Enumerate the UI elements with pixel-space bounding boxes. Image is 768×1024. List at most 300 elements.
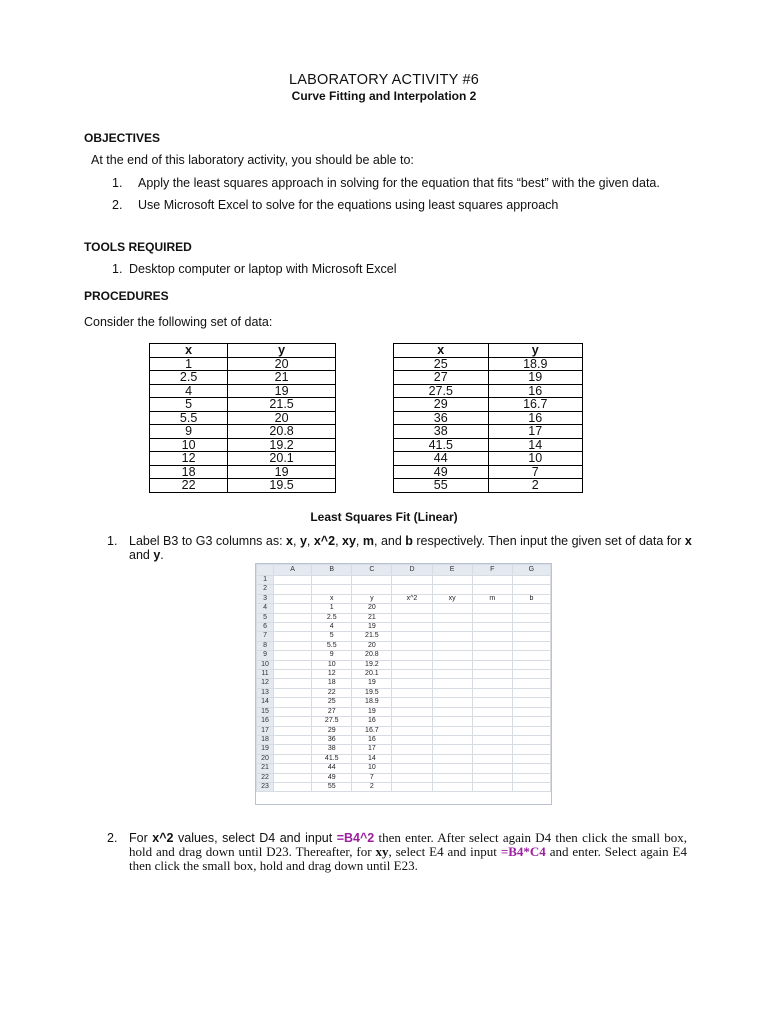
spreadsheet-cell: b bbox=[512, 594, 550, 603]
spreadsheet-cell: 29 bbox=[312, 726, 352, 735]
spreadsheet-cell: 1 bbox=[312, 604, 352, 613]
spreadsheet-cell bbox=[274, 754, 312, 763]
label-m: m bbox=[362, 534, 374, 548]
spreadsheet-cell bbox=[512, 670, 550, 679]
spreadsheet-screenshot bbox=[255, 563, 552, 805]
spreadsheet-cell: 19 bbox=[352, 623, 392, 632]
spreadsheet-cell bbox=[274, 735, 312, 744]
spreadsheet-cell: 22 bbox=[312, 688, 352, 697]
spreadsheet-cell: 16 bbox=[352, 735, 392, 744]
step-text: and enter. Select again E4 then click the small box, hold and drag down until E23. bbox=[129, 844, 688, 873]
spreadsheet-cell bbox=[392, 632, 432, 641]
spreadsheet-row bbox=[257, 754, 551, 763]
row-header: 9 bbox=[257, 651, 274, 660]
spreadsheet-cell bbox=[432, 707, 472, 716]
cell-y: 10 bbox=[488, 452, 583, 466]
step-number: 2. bbox=[107, 831, 118, 845]
spreadsheet-cell bbox=[512, 679, 550, 688]
cell-y: 7 bbox=[488, 465, 583, 479]
spreadsheet-cell: 27.5 bbox=[312, 717, 352, 726]
table-row bbox=[150, 465, 336, 479]
spreadsheet-cell: 14 bbox=[352, 754, 392, 763]
objectives-intro: At the end of this laboratory activity, you should be able to: bbox=[91, 153, 414, 167]
column-header: G bbox=[512, 565, 550, 576]
table-row bbox=[394, 398, 583, 412]
spreadsheet-cell bbox=[274, 782, 312, 791]
data-table-left bbox=[149, 343, 336, 493]
column-header-row bbox=[257, 565, 551, 576]
spreadsheet-cell bbox=[512, 754, 550, 763]
spreadsheet-row bbox=[257, 698, 551, 707]
table-row bbox=[394, 411, 583, 425]
spreadsheet-cell: 49 bbox=[312, 773, 352, 782]
cell-y: 19.2 bbox=[228, 438, 336, 452]
spreadsheet-cell: 41.5 bbox=[312, 754, 352, 763]
spreadsheet-row bbox=[257, 745, 551, 754]
spreadsheet-cell bbox=[392, 660, 432, 669]
spreadsheet-cell bbox=[472, 707, 512, 716]
step-number: 1. bbox=[107, 534, 118, 548]
row-header: 18 bbox=[257, 735, 274, 744]
spreadsheet-cell bbox=[432, 623, 472, 632]
spreadsheet-cell bbox=[392, 717, 432, 726]
spreadsheet-cell bbox=[392, 764, 432, 773]
spreadsheet-cell: 5 bbox=[312, 632, 352, 641]
procedures-heading: PROCEDURES bbox=[84, 289, 169, 303]
cell-y: 16 bbox=[488, 411, 583, 425]
cell-y: 17 bbox=[488, 425, 583, 439]
spreadsheet-cell bbox=[472, 717, 512, 726]
spreadsheet-cell bbox=[392, 735, 432, 744]
table-row bbox=[394, 452, 583, 466]
cell-x: 1 bbox=[150, 357, 228, 371]
spreadsheet-row bbox=[257, 679, 551, 688]
spreadsheet-cell bbox=[392, 726, 432, 735]
row-header: 19 bbox=[257, 745, 274, 754]
spreadsheet-cell bbox=[432, 698, 472, 707]
spreadsheet-cell bbox=[472, 660, 512, 669]
spreadsheet-cell bbox=[392, 773, 432, 782]
spreadsheet-cell bbox=[512, 707, 550, 716]
label-x2: x^2 bbox=[313, 534, 336, 548]
row-header: 10 bbox=[257, 660, 274, 669]
spreadsheet-cell bbox=[392, 604, 432, 613]
spreadsheet-cell bbox=[432, 632, 472, 641]
spreadsheet-cell: 16 bbox=[352, 717, 392, 726]
spreadsheet-cell: 7 bbox=[352, 773, 392, 782]
separator: , bbox=[292, 534, 300, 548]
spreadsheet-cell bbox=[274, 604, 312, 613]
spreadsheet-cell: 44 bbox=[312, 764, 352, 773]
cell-x: 29 bbox=[394, 398, 489, 412]
spreadsheet-cell bbox=[274, 745, 312, 754]
spreadsheet-cell: 9 bbox=[312, 651, 352, 660]
spreadsheet-cell: 2.5 bbox=[312, 613, 352, 622]
spreadsheet-cell bbox=[432, 745, 472, 754]
separator: , and bbox=[374, 534, 406, 548]
table-header-y: y bbox=[228, 344, 336, 358]
spreadsheet-row bbox=[257, 707, 551, 716]
spreadsheet-cell bbox=[274, 576, 312, 585]
spreadsheet-cell bbox=[512, 585, 550, 594]
table-row bbox=[394, 357, 583, 371]
separator: , bbox=[306, 534, 314, 548]
spreadsheet-cell bbox=[392, 698, 432, 707]
spreadsheet-cell bbox=[392, 641, 432, 650]
spreadsheet-cell: 10 bbox=[352, 764, 392, 773]
spreadsheet-cell bbox=[432, 641, 472, 650]
label-b: b bbox=[405, 534, 413, 548]
table-header-y: y bbox=[488, 344, 583, 358]
spreadsheet-cell bbox=[392, 782, 432, 791]
spreadsheet-cell bbox=[274, 641, 312, 650]
cell-x: 5 bbox=[150, 398, 228, 412]
spreadsheet-cell bbox=[432, 735, 472, 744]
table-row bbox=[150, 452, 336, 466]
spreadsheet-cell bbox=[274, 707, 312, 716]
cell-y: 16.7 bbox=[488, 398, 583, 412]
table-row bbox=[150, 425, 336, 439]
spreadsheet-cell bbox=[432, 717, 472, 726]
spreadsheet-cell bbox=[392, 613, 432, 622]
list-text: Apply the least squares approach in solving for the equation that fits “best” with the given data. bbox=[138, 176, 660, 190]
cell-y: 21 bbox=[228, 371, 336, 385]
spreadsheet-cell bbox=[392, 623, 432, 632]
spreadsheet-cell: 20 bbox=[352, 604, 392, 613]
spreadsheet-cell: 4 bbox=[312, 623, 352, 632]
cell-y: 19 bbox=[228, 465, 336, 479]
column-header: C bbox=[352, 565, 392, 576]
cell-x: 10 bbox=[150, 438, 228, 452]
spreadsheet-row bbox=[257, 613, 551, 622]
cell-x: 38 bbox=[394, 425, 489, 439]
row-header: 13 bbox=[257, 688, 274, 697]
spreadsheet-cell bbox=[472, 632, 512, 641]
row-header: 4 bbox=[257, 604, 274, 613]
spreadsheet-cell bbox=[472, 623, 512, 632]
spreadsheet-cell bbox=[472, 754, 512, 763]
spreadsheet-cell bbox=[512, 660, 550, 669]
spreadsheet-cell: xy bbox=[432, 594, 472, 603]
row-header: 7 bbox=[257, 632, 274, 641]
spreadsheet-cell bbox=[392, 688, 432, 697]
spreadsheet-cell bbox=[512, 604, 550, 613]
spreadsheet-cell bbox=[312, 576, 352, 585]
cell-x: 18 bbox=[150, 465, 228, 479]
spreadsheet-row bbox=[257, 604, 551, 613]
spreadsheet-cell bbox=[392, 707, 432, 716]
table-row bbox=[394, 479, 583, 493]
list-number: 1. bbox=[112, 262, 123, 276]
row-header: 8 bbox=[257, 641, 274, 650]
table-header-x: x bbox=[394, 344, 489, 358]
row-header: 17 bbox=[257, 726, 274, 735]
cell-y: 14 bbox=[488, 438, 583, 452]
spreadsheet-row bbox=[257, 773, 551, 782]
spreadsheet-cell bbox=[472, 745, 512, 754]
row-header: 15 bbox=[257, 707, 274, 716]
spreadsheet-cell: 21.5 bbox=[352, 632, 392, 641]
cell-y: 16 bbox=[488, 384, 583, 398]
spreadsheet-cell: 10 bbox=[312, 660, 352, 669]
spreadsheet-row bbox=[257, 726, 551, 735]
spreadsheet-cell: 27 bbox=[312, 707, 352, 716]
spreadsheet-cell bbox=[352, 576, 392, 585]
spreadsheet-cell: 20.1 bbox=[352, 670, 392, 679]
spreadsheet-cell bbox=[472, 651, 512, 660]
spreadsheet-row bbox=[257, 764, 551, 773]
spreadsheet-cell bbox=[472, 576, 512, 585]
label-x2: x^2 bbox=[152, 831, 174, 845]
spreadsheet-cell: 19 bbox=[352, 679, 392, 688]
section-title: Least Squares Fit (Linear) bbox=[310, 510, 458, 524]
spreadsheet-cell bbox=[472, 726, 512, 735]
spreadsheet-cell: x^2 bbox=[392, 594, 432, 603]
list-item bbox=[112, 262, 672, 276]
list-item bbox=[112, 176, 692, 190]
cell-x: 12 bbox=[150, 452, 228, 466]
list-number: 2. bbox=[112, 198, 123, 212]
table-row bbox=[394, 384, 583, 398]
spreadsheet-cell bbox=[472, 670, 512, 679]
spreadsheet-cell bbox=[274, 585, 312, 594]
spreadsheet-cell: 36 bbox=[312, 735, 352, 744]
spreadsheet-cell bbox=[512, 717, 550, 726]
spreadsheet-cell bbox=[274, 726, 312, 735]
spreadsheet-row bbox=[257, 576, 551, 585]
table-row bbox=[150, 371, 336, 385]
table-row bbox=[150, 384, 336, 398]
cell-y: 19.5 bbox=[228, 479, 336, 493]
formula-x2: =B4^2 bbox=[336, 831, 375, 845]
spreadsheet-cell bbox=[274, 717, 312, 726]
spreadsheet-cell bbox=[512, 782, 550, 791]
spreadsheet-cell bbox=[392, 679, 432, 688]
spreadsheet-cell bbox=[274, 613, 312, 622]
spreadsheet-grid bbox=[256, 564, 551, 792]
list-number: 1. bbox=[112, 176, 123, 190]
separator: , bbox=[355, 534, 363, 548]
spreadsheet-cell bbox=[512, 613, 550, 622]
spreadsheet-row bbox=[257, 688, 551, 697]
table-row bbox=[150, 411, 336, 425]
column-header: E bbox=[432, 565, 472, 576]
separator: and bbox=[129, 548, 154, 562]
spreadsheet-row bbox=[257, 651, 551, 660]
cell-y: 20 bbox=[228, 357, 336, 371]
spreadsheet-cell bbox=[274, 670, 312, 679]
tools-list bbox=[112, 262, 672, 276]
column-header bbox=[257, 565, 274, 576]
cell-x: 27 bbox=[394, 371, 489, 385]
spreadsheet-cell bbox=[432, 688, 472, 697]
spreadsheet-cell bbox=[432, 651, 472, 660]
spreadsheet-cell bbox=[274, 660, 312, 669]
spreadsheet-cell bbox=[274, 651, 312, 660]
list-item bbox=[112, 198, 692, 212]
spreadsheet-cell bbox=[472, 613, 512, 622]
spreadsheet-cell bbox=[472, 641, 512, 650]
spreadsheet-cell bbox=[512, 773, 550, 782]
spreadsheet-cell: 25 bbox=[312, 698, 352, 707]
table-row bbox=[150, 398, 336, 412]
label-xy: xy bbox=[342, 534, 356, 548]
step-text: then enter. After select again D4 then click the small box, hold and drag down until D23. Thereafter, for bbox=[129, 830, 687, 859]
row-header: 3 bbox=[257, 594, 274, 603]
cell-y: 20 bbox=[228, 411, 336, 425]
spreadsheet-cell bbox=[512, 651, 550, 660]
table-row bbox=[394, 371, 583, 385]
objectives-heading: OBJECTIVES bbox=[84, 131, 161, 145]
spreadsheet-row bbox=[257, 717, 551, 726]
cell-y: 21.5 bbox=[228, 398, 336, 412]
row-header: 11 bbox=[257, 670, 274, 679]
step-1 bbox=[107, 534, 692, 562]
row-header: 5 bbox=[257, 613, 274, 622]
cell-x: 44 bbox=[394, 452, 489, 466]
spreadsheet-cell bbox=[512, 632, 550, 641]
tools-heading: TOOLS REQUIRED bbox=[84, 240, 192, 254]
cell-x: 27.5 bbox=[394, 384, 489, 398]
row-header: 1 bbox=[257, 576, 274, 585]
spreadsheet-cell bbox=[432, 613, 472, 622]
row-header: 6 bbox=[257, 623, 274, 632]
spreadsheet-cell bbox=[274, 679, 312, 688]
separator: . bbox=[160, 548, 164, 562]
cell-x: 22 bbox=[150, 479, 228, 493]
spreadsheet-cell: 18.9 bbox=[352, 698, 392, 707]
spreadsheet-cell bbox=[472, 585, 512, 594]
spreadsheet-cell: 19 bbox=[352, 707, 392, 716]
page-title: LABORATORY ACTIVITY #6 bbox=[288, 72, 480, 88]
spreadsheet-cell bbox=[512, 745, 550, 754]
cell-x: 4 bbox=[150, 384, 228, 398]
step-text: For bbox=[129, 831, 153, 845]
row-header: 12 bbox=[257, 679, 274, 688]
spreadsheet-cell bbox=[472, 688, 512, 697]
spreadsheet-cell: 18 bbox=[312, 679, 352, 688]
column-header: D bbox=[392, 565, 432, 576]
spreadsheet-cell bbox=[392, 585, 432, 594]
spreadsheet-cell bbox=[274, 698, 312, 707]
objectives-list bbox=[112, 176, 692, 212]
spreadsheet-row bbox=[257, 594, 551, 603]
column-header: A bbox=[274, 565, 312, 576]
spreadsheet-cell bbox=[432, 604, 472, 613]
step-text: Label B3 to G3 columns as: bbox=[129, 534, 287, 548]
cell-y: 19 bbox=[228, 384, 336, 398]
cell-x: 49 bbox=[394, 465, 489, 479]
row-header: 22 bbox=[257, 773, 274, 782]
spreadsheet-cell bbox=[274, 623, 312, 632]
spreadsheet-cell bbox=[312, 585, 352, 594]
spreadsheet-cell bbox=[432, 576, 472, 585]
cell-y: 20.8 bbox=[228, 425, 336, 439]
spreadsheet-cell bbox=[274, 632, 312, 641]
row-header: 21 bbox=[257, 764, 274, 773]
table-header-x: x bbox=[150, 344, 228, 358]
spreadsheet-cell bbox=[472, 735, 512, 744]
list-text: Desktop computer or laptop with Microsoft Excel bbox=[129, 262, 397, 276]
spreadsheet-cell bbox=[512, 641, 550, 650]
spreadsheet-cell: y bbox=[352, 594, 392, 603]
cell-x: 55 bbox=[394, 479, 489, 493]
spreadsheet-cell bbox=[472, 604, 512, 613]
spreadsheet-row bbox=[257, 660, 551, 669]
spreadsheet-cell bbox=[274, 764, 312, 773]
step-2 bbox=[107, 831, 687, 873]
spreadsheet-cell bbox=[392, 754, 432, 763]
spreadsheet-cell bbox=[392, 745, 432, 754]
spreadsheet-cell: 20.8 bbox=[352, 651, 392, 660]
spreadsheet-cell bbox=[472, 764, 512, 773]
spreadsheet-cell bbox=[432, 773, 472, 782]
table-row bbox=[394, 425, 583, 439]
cell-y: 2 bbox=[488, 479, 583, 493]
separator: , bbox=[335, 534, 343, 548]
spreadsheet-row bbox=[257, 632, 551, 641]
spreadsheet-cell: 5.5 bbox=[312, 641, 352, 650]
label-y: y bbox=[153, 548, 161, 562]
spreadsheet-cell: 20 bbox=[352, 641, 392, 650]
spreadsheet-cell bbox=[274, 688, 312, 697]
spreadsheet-cell: x bbox=[312, 594, 352, 603]
procedures-intro: Consider the following set of data: bbox=[84, 315, 273, 329]
spreadsheet-cell bbox=[512, 698, 550, 707]
spreadsheet-cell bbox=[432, 726, 472, 735]
spreadsheet-cell bbox=[352, 585, 392, 594]
spreadsheet-cell bbox=[472, 698, 512, 707]
spreadsheet-cell: 21 bbox=[352, 613, 392, 622]
label-x: x bbox=[286, 534, 293, 548]
cell-x: 9 bbox=[150, 425, 228, 439]
cell-y: 20.1 bbox=[228, 452, 336, 466]
label-x: x bbox=[684, 534, 692, 548]
spreadsheet-cell: 19.2 bbox=[352, 660, 392, 669]
spreadsheet-cell bbox=[274, 594, 312, 603]
label-y: y bbox=[299, 534, 307, 548]
row-header: 14 bbox=[257, 698, 274, 707]
cell-x: 41.5 bbox=[394, 438, 489, 452]
spreadsheet-cell bbox=[432, 764, 472, 773]
table-row bbox=[394, 438, 583, 452]
formula-xy: =B4*C4 bbox=[500, 844, 546, 859]
list-text: Use Microsoft Excel to solve for the equations using least squares approach bbox=[138, 198, 559, 212]
spreadsheet-cell bbox=[512, 764, 550, 773]
spreadsheet-cell: 12 bbox=[312, 670, 352, 679]
data-table-right bbox=[393, 343, 583, 493]
spreadsheet-cell: 2 bbox=[352, 782, 392, 791]
cell-x: 5.5 bbox=[150, 411, 228, 425]
spreadsheet-cell: 38 bbox=[312, 745, 352, 754]
spreadsheet-cell bbox=[392, 576, 432, 585]
column-header: F bbox=[472, 565, 512, 576]
spreadsheet-cell: 17 bbox=[352, 745, 392, 754]
row-header: 16 bbox=[257, 717, 274, 726]
spreadsheet-cell bbox=[274, 773, 312, 782]
spreadsheet-cell: 19.5 bbox=[352, 688, 392, 697]
spreadsheet-cell bbox=[392, 670, 432, 679]
cell-y: 19 bbox=[488, 371, 583, 385]
spreadsheet-cell bbox=[432, 670, 472, 679]
table-row bbox=[150, 479, 336, 493]
spreadsheet-cell bbox=[512, 623, 550, 632]
label-xy: xy bbox=[375, 844, 389, 859]
spreadsheet-cell: 16.7 bbox=[352, 726, 392, 735]
step-text: values, select D4 and input bbox=[173, 831, 337, 845]
spreadsheet-cell bbox=[432, 660, 472, 669]
table-row bbox=[150, 438, 336, 452]
